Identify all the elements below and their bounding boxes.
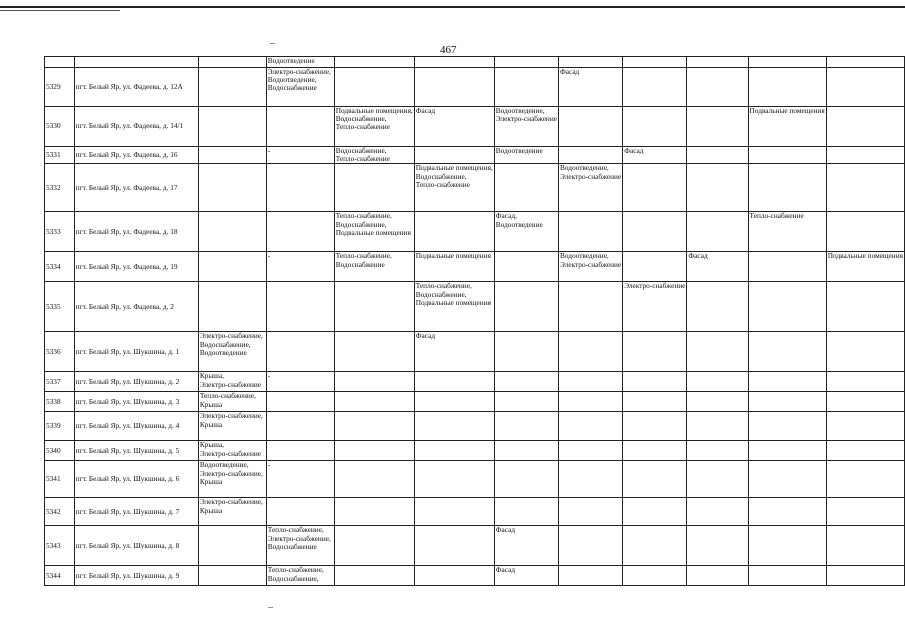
work-type-cell (414, 461, 494, 498)
work-type-cell (494, 252, 558, 282)
work-type-cell: Подвальные помещения (414, 252, 494, 282)
work-type-cell: Подвальные помещения, Водоснабжение, Тепло-снабжение (334, 107, 414, 147)
work-type-cell (414, 441, 494, 461)
row-number: 5333 (45, 212, 75, 252)
work-type-cell (826, 526, 904, 566)
table-row (45, 68, 905, 107)
work-type-cell (266, 107, 334, 147)
work-type-cell: Подвальные помещения, Водоснабжение, Тепло-снабжение (414, 164, 494, 212)
work-type-cell (623, 164, 687, 212)
work-type-cell (266, 282, 334, 332)
work-type-cell (558, 412, 622, 441)
work-type-cell: Тепло-снабжение, Крыша (198, 392, 266, 412)
work-type-cell (198, 57, 266, 68)
work-type-cell: Фасад (414, 332, 494, 372)
work-type-cell (334, 392, 414, 412)
table-row (45, 332, 905, 372)
work-type-cell (266, 212, 334, 252)
work-type-cell: Тепло-снабжение, Водоснабжение, Подвальные помещения (334, 212, 414, 252)
work-type-cell (826, 212, 904, 252)
work-type-cell: Водоотведение (266, 57, 334, 68)
work-type-cell: Фасад (494, 526, 558, 566)
work-type-cell (748, 392, 826, 412)
work-type-cell (623, 57, 687, 68)
work-type-cell (414, 526, 494, 566)
work-type-cell (826, 107, 904, 147)
work-type-cell (623, 332, 687, 372)
work-type-cell (198, 526, 266, 566)
work-type-cell (687, 212, 748, 252)
work-type-cell (748, 57, 826, 68)
work-type-cell (494, 392, 558, 412)
work-type-cell (623, 412, 687, 441)
work-type-cell (558, 147, 622, 164)
work-type-cell (198, 212, 266, 252)
work-type-cell (748, 68, 826, 107)
work-type-cell (494, 461, 558, 498)
work-type-cell: Электро-снабжение, Крыша (198, 412, 266, 441)
work-type-cell (494, 332, 558, 372)
work-type-cell (414, 68, 494, 107)
table-row (45, 566, 905, 586)
work-type-cell (414, 566, 494, 586)
work-type-cell: Водоотведение (494, 147, 558, 164)
work-type-cell (494, 68, 558, 107)
table-row (45, 282, 905, 332)
work-type-cell (826, 164, 904, 212)
row-number: 5334 (45, 252, 75, 282)
work-type-cell (558, 461, 622, 498)
work-type-cell (558, 566, 622, 586)
work-type-cell (558, 57, 622, 68)
work-type-cell (687, 57, 748, 68)
work-type-cell (198, 107, 266, 147)
work-type-cell: Электро-снабжение (623, 282, 687, 332)
work-type-cell (414, 372, 494, 392)
work-type-cell: Крыша, Электро-снабжение (198, 441, 266, 461)
work-type-cell (334, 164, 414, 212)
work-type-cell (494, 412, 558, 441)
work-type-cell (826, 392, 904, 412)
work-type-cell (623, 566, 687, 586)
address-cell: пгт. Белый Яр, ул. Шукшина, д. 3 (74, 392, 198, 412)
work-type-cell: Водоотведение, Электро-снабжение, Крыша (198, 461, 266, 498)
work-type-cell (198, 147, 266, 164)
work-type-cell: - (266, 147, 334, 164)
scan-top-border (0, 6, 905, 8)
work-type-cell (558, 332, 622, 372)
work-type-cell (826, 372, 904, 392)
table-row (45, 392, 905, 412)
table-row (45, 164, 905, 212)
work-type-cell (748, 282, 826, 332)
work-type-cell (826, 566, 904, 586)
table-row (45, 57, 905, 68)
work-type-cell: Электро-снабжение, Водоотведение, Водоснабжение (266, 68, 334, 107)
row-number: 5344 (45, 566, 75, 586)
work-type-cell (414, 57, 494, 68)
work-type-cell (748, 441, 826, 461)
row-number: 5332 (45, 164, 75, 212)
work-type-cell (748, 461, 826, 498)
work-type-cell (748, 566, 826, 586)
row-number: 5337 (45, 372, 75, 392)
table-row (45, 498, 905, 526)
work-type-cell: - (266, 252, 334, 282)
row-number: 5339 (45, 412, 75, 441)
work-type-cell: - (266, 372, 334, 392)
work-type-cell (266, 332, 334, 372)
work-type-cell: Тепло-снабжение, Водоснабжение, Подвальные помещения (414, 282, 494, 332)
row-number: 5335 (45, 282, 75, 332)
work-type-cell (623, 498, 687, 526)
address-cell: пгт. Белый Яр, ул. Шукшина, д. 9 (74, 566, 198, 586)
work-type-cell (623, 372, 687, 392)
work-type-cell (414, 412, 494, 441)
work-type-cell (558, 498, 622, 526)
work-type-cell (748, 164, 826, 212)
work-type-cell (687, 461, 748, 498)
work-type-cell (266, 392, 334, 412)
work-type-cell (198, 164, 266, 212)
row-number (45, 57, 75, 68)
address-cell: пгт. Белый Яр, ул. Фадеева, д. 12А (74, 68, 198, 107)
work-type-cell (687, 392, 748, 412)
work-type-cell (748, 526, 826, 566)
work-type-cell (334, 282, 414, 332)
work-type-cell (623, 212, 687, 252)
address-cell: пгт. Белый Яр, ул. Фадеева, д. 17 (74, 164, 198, 212)
work-type-cell (558, 212, 622, 252)
work-type-cell (687, 332, 748, 372)
work-type-cell (266, 498, 334, 526)
address-cell: пгт. Белый Яр, ул. Шукшина, д. 6 (74, 461, 198, 498)
work-type-cell (334, 526, 414, 566)
work-type-cell (687, 412, 748, 441)
work-type-cell (198, 282, 266, 332)
work-type-cell (558, 526, 622, 566)
work-type-cell (414, 212, 494, 252)
row-number: 5338 (45, 392, 75, 412)
work-type-cell (623, 107, 687, 147)
work-type-cell (623, 68, 687, 107)
work-type-cell: Водоотведение, Электро-снабжение (494, 107, 558, 147)
scan-dash-mark: – (270, 38, 275, 49)
work-type-cell (826, 332, 904, 372)
work-type-cell (558, 282, 622, 332)
work-type-cell: Водоснабжение, Тепло-снабжение (334, 147, 414, 164)
work-type-cell (414, 147, 494, 164)
work-type-cell (687, 68, 748, 107)
row-number: 5336 (45, 332, 75, 372)
work-type-cell (334, 68, 414, 107)
work-type-cell: Электро-снабжение, Водоснабжение, Водоотведение (198, 332, 266, 372)
work-type-cell (494, 441, 558, 461)
table-row (45, 412, 905, 441)
work-type-cell (748, 412, 826, 441)
work-type-cell (266, 441, 334, 461)
work-type-cell (558, 372, 622, 392)
work-type-cell (623, 526, 687, 566)
work-type-cell: Электро-снабжение, Крыша (198, 498, 266, 526)
table-row (45, 372, 905, 392)
scan-top-border-short (0, 10, 120, 11)
work-type-cell: Водоотведение, Электро-снабжение (558, 164, 622, 212)
work-type-cell (826, 57, 904, 68)
address-cell: пгт. Белый Яр, ул. Фадеева, д. 14/1 (74, 107, 198, 147)
work-type-cell (334, 412, 414, 441)
work-type-cell (623, 252, 687, 282)
work-type-cell (334, 441, 414, 461)
work-type-cell (748, 147, 826, 164)
work-type-cell (826, 412, 904, 441)
page-number: 467 (440, 44, 457, 56)
work-type-cell: Тепло-снабжение (748, 212, 826, 252)
work-type-cell (198, 68, 266, 107)
address-cell: пгт. Белый Яр, ул. Фадеева, д. 19 (74, 252, 198, 282)
row-number: 5343 (45, 526, 75, 566)
table-row (45, 526, 905, 566)
work-type-cell (494, 498, 558, 526)
work-type-cell (687, 372, 748, 392)
address-cell: пгт. Белый Яр, ул. Фадеева, д. 2 (74, 282, 198, 332)
work-type-cell (623, 441, 687, 461)
address-cell: пгт. Белый Яр, ул. Шукшина, д. 5 (74, 441, 198, 461)
row-number: 5331 (45, 147, 75, 164)
work-type-cell (334, 461, 414, 498)
work-type-cell (826, 282, 904, 332)
work-type-cell: Фасад, Водоотведение (494, 212, 558, 252)
work-type-cell (687, 164, 748, 212)
work-type-cell (748, 498, 826, 526)
work-type-cell (748, 252, 826, 282)
work-type-cell (198, 566, 266, 586)
table-row (45, 461, 905, 498)
table-row (45, 107, 905, 147)
row-number: 5340 (45, 441, 75, 461)
work-type-cell: Фасад (494, 566, 558, 586)
work-type-cell (826, 147, 904, 164)
work-type-cell: Фасад (623, 147, 687, 164)
work-type-cell (198, 252, 266, 282)
work-type-cell (414, 392, 494, 412)
table-row (45, 147, 905, 164)
work-type-cell (748, 372, 826, 392)
work-type-cell: Фасад (414, 107, 494, 147)
work-type-cell (687, 526, 748, 566)
address-cell: пгт. Белый Яр, ул. Шукшина, д. 2 (74, 372, 198, 392)
work-type-cell (494, 57, 558, 68)
work-type-cell: Водоотведение, Электро-снабжение (558, 252, 622, 282)
work-type-cell (334, 57, 414, 68)
work-type-cell (266, 412, 334, 441)
work-type-cell (623, 461, 687, 498)
work-type-cell (334, 498, 414, 526)
work-type-cell (687, 107, 748, 147)
row-number: 5341 (45, 461, 75, 498)
address-cell: пгт. Белый Яр, ул. Шукшина, д. 7 (74, 498, 198, 526)
work-type-cell: Крыша, Электро-снабжение (198, 372, 266, 392)
work-type-cell (748, 332, 826, 372)
work-type-cell (334, 566, 414, 586)
address-cell: пгт. Белый Яр, ул. Фадеева, д. 18 (74, 212, 198, 252)
work-type-cell (558, 392, 622, 412)
work-type-cell (558, 107, 622, 147)
work-type-cell: Подвальные помещения (826, 252, 904, 282)
row-number: 5342 (45, 498, 75, 526)
work-type-cell (494, 372, 558, 392)
work-type-cell (623, 392, 687, 412)
work-type-cell (494, 282, 558, 332)
work-type-cell (266, 164, 334, 212)
table-row (45, 212, 905, 252)
scan-dash-mark: – (268, 602, 273, 613)
work-type-cell: Тепло-снабжение, Водоснабжение, (266, 566, 334, 586)
work-type-cell: Тепло-снабжение, Водоснабжение (334, 252, 414, 282)
work-type-cell (687, 147, 748, 164)
work-type-cell: - (266, 461, 334, 498)
table-row (45, 252, 905, 282)
work-type-cell (826, 461, 904, 498)
work-type-cell: Фасад (558, 68, 622, 107)
address-cell: пгт. Белый Яр, ул. Шукшина, д. 1 (74, 332, 198, 372)
work-type-cell (826, 68, 904, 107)
work-type-cell: Тепло-снабжение, Электро-снабжение, Водоснабжение (266, 526, 334, 566)
address-cell: пгт. Белый Яр, ул. Шукшина, д. 4 (74, 412, 198, 441)
work-type-cell (494, 164, 558, 212)
work-type-cell (687, 282, 748, 332)
work-type-cell (558, 441, 622, 461)
register-table (44, 56, 905, 586)
row-number: 5329 (45, 68, 75, 107)
work-type-cell (334, 332, 414, 372)
work-type-cell (334, 372, 414, 392)
work-type-cell (414, 498, 494, 526)
work-type-cell: Фасад (687, 252, 748, 282)
address-cell: пгт. Белый Яр, ул. Шукшина, д. 8 (74, 526, 198, 566)
work-type-cell: Подвальные помещения (748, 107, 826, 147)
work-type-cell (687, 441, 748, 461)
work-type-cell (826, 441, 904, 461)
work-type-cell (687, 498, 748, 526)
row-number: 5330 (45, 107, 75, 147)
work-type-cell (826, 498, 904, 526)
work-type-cell (687, 566, 748, 586)
table-row (45, 441, 905, 461)
address-cell: пгт. Белый Яр, ул. Фадеева, д. 16 (74, 147, 198, 164)
address-cell (74, 57, 198, 68)
